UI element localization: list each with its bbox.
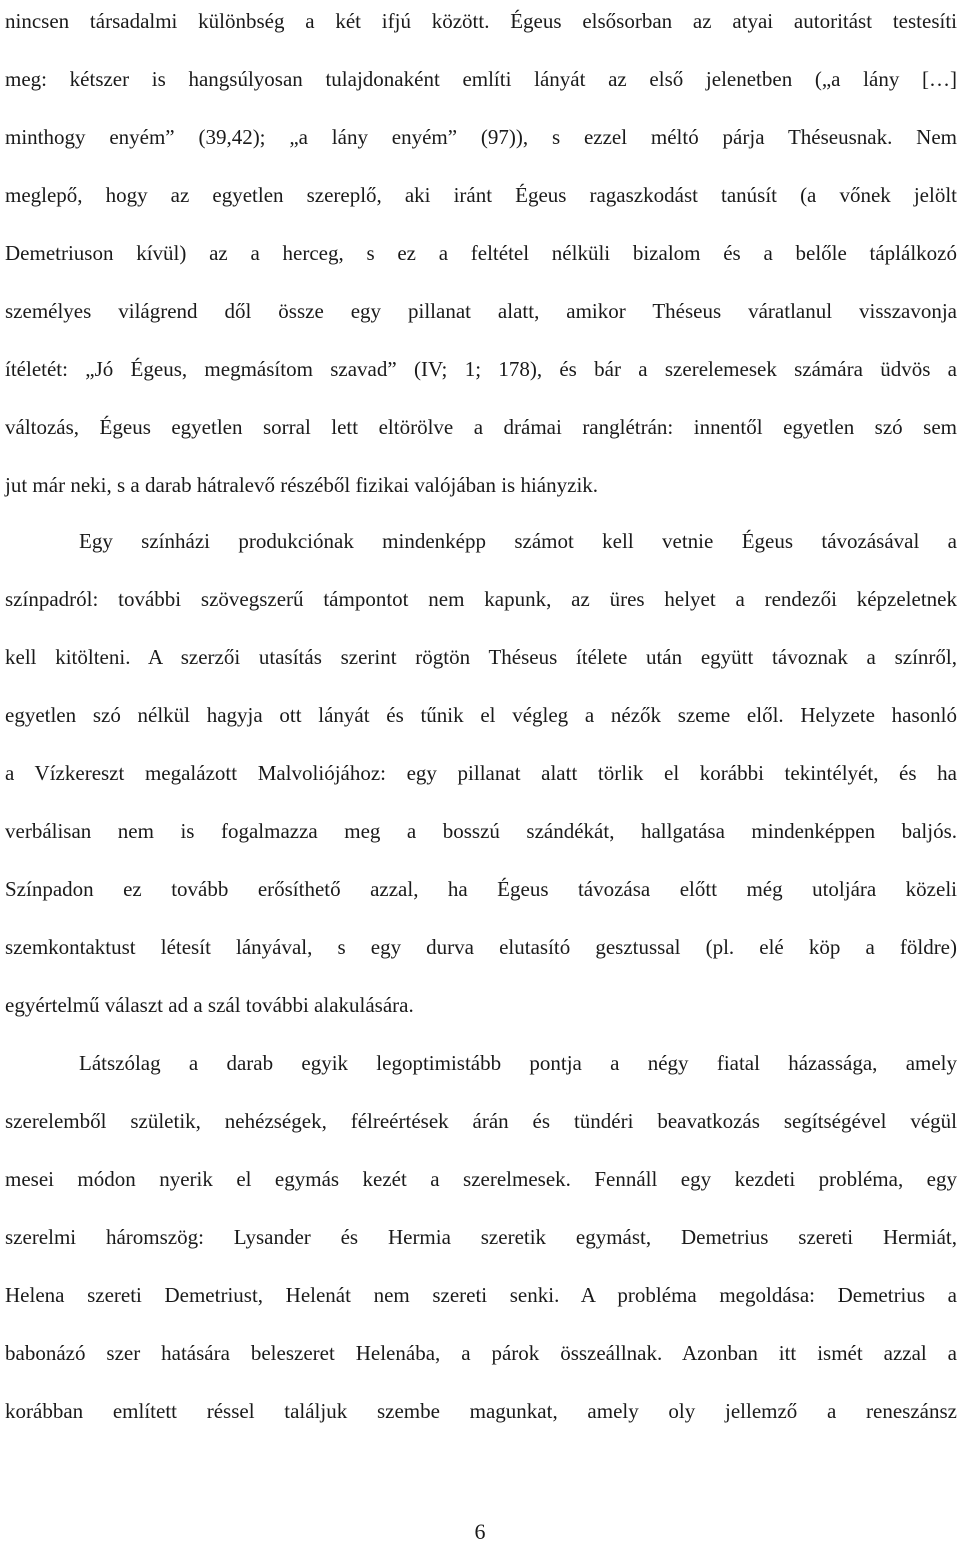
text-line: egyetlen szó nélkül hagyja ott lányát és tűnik el végleg a nézők szeme elől. Helyzete hasonló	[5, 703, 957, 727]
text-line: meglepő, hogy az egyetlen szereplő, aki iránt Égeus ragaszkodást tanúsít (a vőnek jelölt	[5, 183, 957, 207]
paragraph-3	[5, 1034, 957, 1440]
text-line: verbálisan nem is fogalmazza meg a bosszú szándékát, hallgatása mindenképpen baljós.	[5, 819, 957, 843]
text-line: kell kitölteni. A szerzői utasítás szerint rögtön Théseus ítélete után együtt távoznak a színről,	[5, 645, 957, 669]
text-line: Demetriuson kívül) az a herceg, s ez a feltétel nélküli bizalom és a belőle táplálkozó	[5, 241, 957, 265]
paragraph-2	[5, 512, 957, 1034]
text-line: minthogy enyém” (39,42); „a lány enyém” (97)), s ezzel méltó párja Théseusnak. Nem	[5, 125, 957, 149]
text-line: a Vízkereszt megalázott Malvoliójához: egy pillanat alatt törlik el korábbi tekintélyét, és ha	[5, 761, 957, 785]
text-line: Színpadon ez tovább erősíthető azzal, ha Égeus távozása előtt még utoljára közeli	[5, 877, 957, 901]
text-line: változás, Égeus egyetlen sorral lett eltörölve a drámai ranglétrán: innentől egyetlen szó sem	[5, 415, 957, 439]
text-line: egyértelmű választ ad a szál további alakulására.	[5, 993, 414, 1017]
text-line: személyes világrend dől össze egy pillanat alatt, amikor Théseus váratlanul visszavonja	[5, 299, 957, 323]
text-line: korábban említett réssel találjuk szembe magunkat, amely oly jellemző a reneszánsz	[5, 1399, 957, 1423]
text-line: Helena szereti Demetriust, Helenát nem szereti senki. A probléma megoldása: Demetrius a	[5, 1283, 957, 1307]
text-line: nincsen társadalmi különbség a két ifjú között. Égeus elsősorban az atyai autoritást testesíti	[5, 9, 957, 33]
text-line: szerelmi háromszög: Lysander és Hermia szeretik egymást, Demetrius szereti Hermiát,	[5, 1225, 957, 1249]
text-line: ítéletét: „Jó Égeus, megmásítom szavad” (IV; 1; 178), és bár a szerelemesek számára üdvös a	[5, 357, 957, 381]
paragraph-1	[5, 0, 957, 514]
text-line: Látszólag a darab egyik legoptimistább pontja a négy fiatal házassága, amely	[79, 1051, 957, 1075]
text-line: Egy színházi produkciónak mindenképp számot kell vetnie Égeus távozásával a	[79, 529, 957, 553]
text-line: babonázó szer hatására beleszeret Helenába, a párok összeállnak. Azonban itt ismét azzal a	[5, 1341, 957, 1365]
page-number: 6	[474, 1519, 486, 1544]
text-line: jut már neki, s a darab hátralevő részéből fizikai valójában is hiányzik.	[5, 473, 599, 497]
text-line: szerelemből születik, nehézségek, félreértések árán és tündéri beavatkozás segítségével végül	[5, 1109, 957, 1133]
text-line: szemkontaktust létesít lányával, s egy durva elutasító gesztussal (pl. elé köp a földre)	[5, 935, 957, 959]
text-line: színpadról: további szövegszerű támpontot nem kapunk, az üres helyet a rendezői képzeletnek	[5, 587, 957, 611]
text-line: mesei módon nyerik el egymás kezét a szerelmesek. Fennáll egy kezdeti probléma, egy	[5, 1167, 957, 1191]
text-line: meg: kétszer is hangsúlyosan tulajdonaként említi lányát az első jelenetben („a lány […]	[5, 67, 957, 91]
